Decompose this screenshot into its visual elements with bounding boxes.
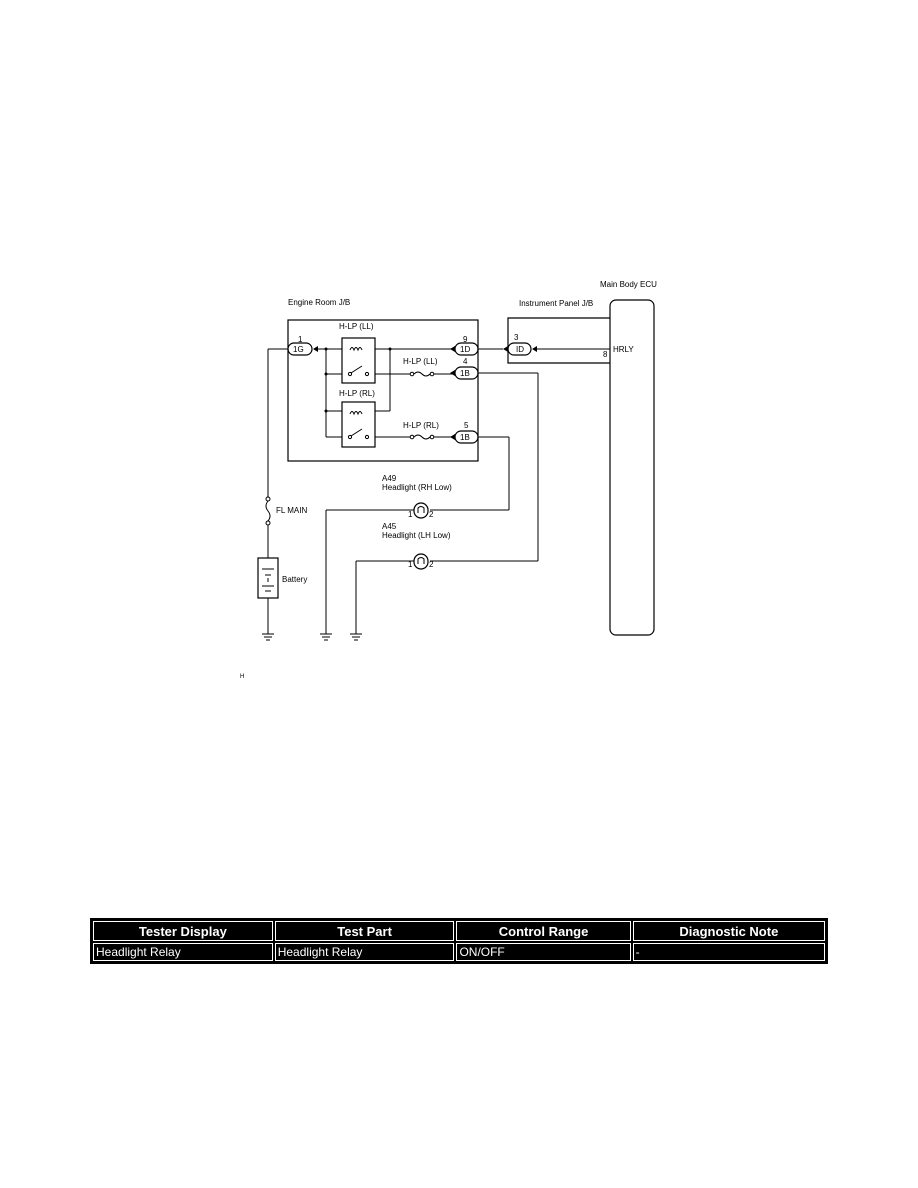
connector-arrow-icon	[450, 370, 455, 376]
ground-icon	[320, 634, 332, 640]
column-header-control-range: Control Range	[456, 921, 630, 941]
connector-arrow-icon	[532, 346, 537, 352]
headlight-lh-name: Headlight (LH Low)	[382, 531, 451, 540]
ecu-pin-number: 8	[603, 350, 608, 359]
headlight-lh-pin-2: 2	[429, 560, 434, 569]
table-row	[93, 943, 825, 961]
headlight-rh-pin-2: 2	[429, 510, 434, 519]
connector-1b-bottom-pin: 5	[464, 421, 469, 430]
relay-rl-switch	[351, 429, 362, 436]
relay-ll-contact-b	[365, 372, 368, 375]
connector-1d-label: 1D	[460, 345, 471, 354]
ground-icon	[350, 634, 362, 640]
headlight-rh-name: Headlight (RH Low)	[382, 483, 452, 492]
connector-1b-top-label: 1B	[460, 369, 470, 378]
hrly-label: HRLY	[613, 345, 634, 354]
connector-arrow-icon	[450, 434, 455, 440]
connector-id-label: ID	[516, 345, 524, 354]
fuse-ll-terminal	[410, 372, 414, 376]
ecu-label: Main Body ECU	[600, 280, 657, 289]
cell-control-range: ON/OFF	[456, 943, 630, 961]
connector-arrow-icon	[503, 346, 508, 352]
headlight-bulb-icon	[414, 554, 428, 569]
junction-dot	[325, 373, 328, 376]
fl-main-fuse	[266, 501, 270, 521]
connector-id-pin: 3	[514, 333, 519, 342]
connector-1b-bottom-label: 1B	[460, 433, 470, 442]
junction-dot	[325, 410, 328, 413]
cell-diagnostic-note: -	[633, 943, 825, 961]
instrument-jb-label: Instrument Panel J/B	[519, 299, 594, 308]
connector-1d-pin: 9	[463, 335, 468, 344]
fuse-rl-terminal	[430, 435, 434, 439]
headlight-bulb-icon	[414, 503, 428, 518]
headlight-rh-code: A49	[382, 474, 397, 483]
relay-ll-switch	[351, 366, 362, 373]
headlight-lh-pin-1: 1	[408, 560, 413, 569]
fl-main-terminal	[266, 521, 270, 525]
relay-rl-box	[342, 402, 375, 447]
connector-arrow-icon	[313, 346, 318, 352]
cell-test-part: Headlight Relay	[275, 943, 455, 961]
connector-arrow-icon	[450, 346, 455, 352]
ground-icon	[262, 634, 274, 640]
relay-ll-label: H-LP (LL)	[339, 322, 374, 331]
table-header-row	[93, 921, 825, 941]
connector-1b-top-pin: 4	[463, 357, 468, 366]
fl-main-label: FL MAIN	[276, 506, 308, 515]
active-test-table	[90, 918, 828, 964]
battery-label: Battery	[282, 575, 308, 584]
relay-ll-box	[342, 338, 375, 383]
relay-rl-contact-b	[365, 435, 368, 438]
relay-rl-coil	[350, 412, 362, 415]
fuse-rl-element	[414, 435, 430, 439]
fuse-ll-element	[414, 372, 430, 376]
engine-jb-box	[288, 320, 478, 461]
headlight-lh-code: A45	[382, 522, 397, 531]
fl-main-terminal	[266, 497, 270, 501]
column-header-test-part: Test Part	[275, 921, 455, 941]
relay-ll-coil	[350, 348, 362, 351]
column-header-diagnostic-note: Diagnostic Note	[633, 921, 825, 941]
fuse-ll-terminal	[430, 372, 434, 376]
fuse-rl-terminal	[410, 435, 414, 439]
headlight-rh-pin-1: 1	[408, 510, 413, 519]
reference-mark: H	[240, 674, 245, 680]
fuse-ll-label: H-LP (LL)	[403, 357, 438, 366]
instrument-jb-box	[508, 318, 610, 363]
engine-jb-label: Engine Room J/B	[288, 298, 351, 307]
connector-1g-pin: 1	[298, 335, 303, 344]
connector-1g-label: 1G	[293, 345, 304, 354]
relay-rl-label: H-LP (RL)	[339, 389, 375, 398]
fuse-rl-label: H-LP (RL)	[403, 421, 439, 430]
cell-tester-display: Headlight Relay	[93, 943, 273, 961]
column-header-tester-display: Tester Display	[93, 921, 273, 941]
